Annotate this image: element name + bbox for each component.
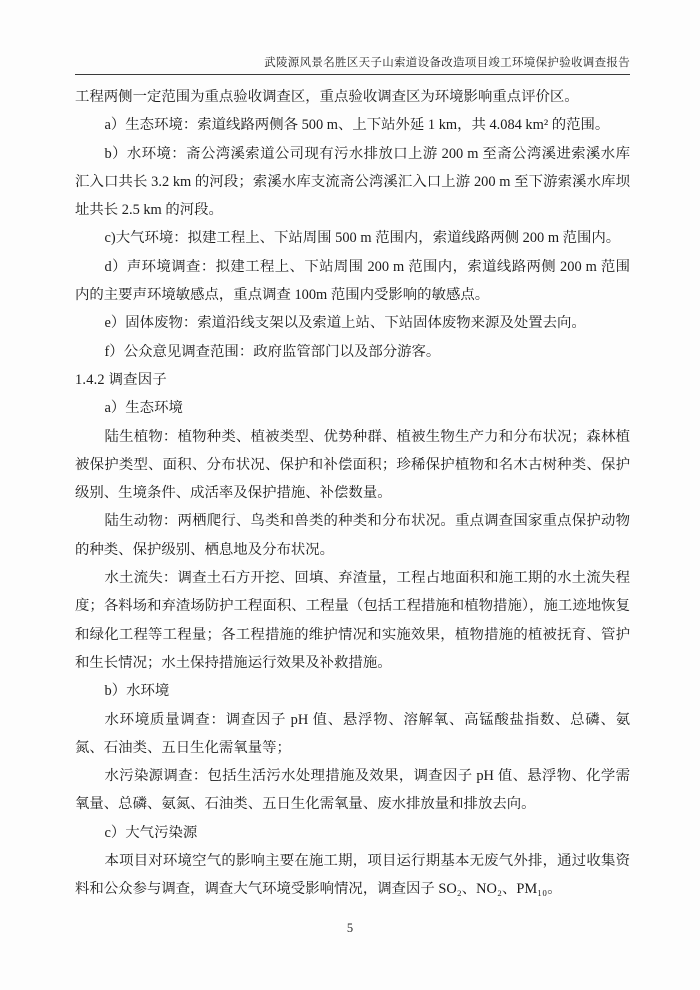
item-a-ecology-factors: a）生态环境 [104,400,183,417]
paragraph-water-pollution-survey: 水污染源调查：包括生活污水处理措施及效果，调查因子 pH 值、悬浮物、化学需氧量、总磷、氨氮、石油类、五日生化需氧量、废水排放量和排放去向。 [75,768,630,813]
paragraph-terrestrial-animals: 陆生动物：两栖爬行、鸟类和兽类的种类和分布状况。重点调查国家重点保护动物的种类、保护级别、栖息地及分布状况。 [75,513,630,558]
item-d-noise-scope: d）声环境调查：拟建工程上、下站周围 200 m 范围内，索道线路两侧 200 m 范围内的主要声环境敏感点，重点调查 100m 范围内受影响的敏感点。 [75,258,630,304]
item-a-ecology-scope: a）生态环境：索道线路两侧各 500 m、上下站外延 1 km，共 4.084 km² 的范围。 [104,117,610,134]
paragraph-air-impact: 本项目对环境空气的影响主要在施工期，项目运行期基本无废气外排，通过收集资料和公众参与调查，调查大气环境受影响情况，调查因子 SO₂、NO₂、PM₁₀。 [75,853,630,898]
paragraph-terrestrial-plants: 陆生植物：植物种类、植被类型、优势种群、植被生物生产力和分布状况；森林植被保护类型、面积、分布状况、保护和补偿面积；珍稀保护植物和名木古树种类、保护级别、生境条件、成活率及保护措施、补偿数量。 [75,428,630,502]
item-b-water-factors: b）水环境 [104,683,170,700]
section-heading-1-4-2: 1.4.2 调查因子 [75,371,167,388]
header-rule [75,74,630,75]
item-c-air-pollution-source: c）大气污染源 [104,824,198,841]
paragraph-soil-erosion: 水土流失：调查土石方开挖、回填、弃渣量，工程占地面积和施工期的水土流失程度；各料场和弃渣场防护工程面积、工程量（包括工程措施和植物措施），施工迹地恢复和绿化工程等工程量；各工程措施的维护情况和实施效果，植物措施的植被抚育、管护和生长情况；水土保持措施运行效果及补救措施。 [75,570,630,671]
paragraph-continuation: 工程两侧一定范围为重点验收调查区，重点验收调查区为环境影响重点评价区。 [75,89,579,105]
page-number: 5 [346,921,354,935]
item-f-public-opinion-scope: f）公众意见调查范围：政府监管部门以及部分游客。 [104,343,441,360]
running-header: 武陵源风景名胜区天子山索道设备改造项目竣工环境保护验收调查报告 [264,57,630,69]
document-body [75,83,630,904]
paragraph-water-quality-survey: 水环境质量调查：调查因子 pH 值、悬浮物、溶解氧、高锰酸盐指数、总磷、氨氮、石油类、五日生化需氧量等； [75,711,630,756]
item-e-solid-waste-scope: e）固体废物：索道沿线支架以及索道上站、下站固体废物来源及处置去向。 [104,315,586,332]
item-b-water-scope: b）水环境：斋公湾溪索道公司现有污水排放口上游 200 m 至斋公湾溪进索溪水库汇入口共长 3.2 km 的河段；索溪水库支流斋公湾溪汇入口上游 200 m 至下游索溪水库坝址共长 2.5 km 的河段。 [75,145,630,219]
item-c-air-scope: c)大气环境：拟建工程上、下站周围 500 m 范围内，索道线路两侧 200 m 范围内。 [104,230,621,247]
